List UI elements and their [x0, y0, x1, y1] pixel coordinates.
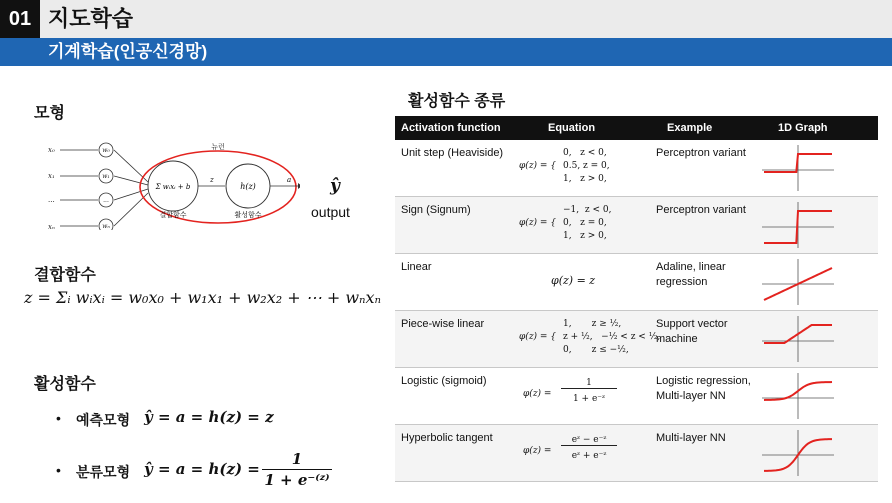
equation-cell: φ(z) = 1 1 + e⁻ᶻ: [513, 372, 645, 420]
equation-line: 0, z ≤ −½,: [563, 345, 629, 355]
section-combination: 결합함수: [34, 267, 96, 284]
activation-name: Piece-wise linear: [401, 318, 485, 330]
equation-line: −1, z < 0,: [563, 205, 612, 215]
activate-caption: 활성함수: [234, 212, 262, 219]
table-header: [395, 116, 878, 140]
output-label: output: [311, 204, 350, 220]
equation-line: 0, z < 0,: [563, 148, 607, 158]
section-activation-types: 활성함수 종류: [408, 93, 506, 110]
activation-name: Hyperbolic tangent: [401, 432, 493, 444]
equation-cell: φ(z) = { −1, z < 0, 0, z = 0, 1, z > 0,: [519, 205, 612, 241]
equation-denominator: 1 + e⁻ᶻ: [572, 394, 606, 404]
fraction-numerator: 1: [262, 450, 332, 470]
section-activation: 활성함수: [34, 376, 96, 393]
equation-line: 1, z ≥ ½,: [563, 319, 622, 329]
bullet-math-regression: ŷ = a = h(z) = z: [144, 408, 274, 426]
header-band: [0, 0, 892, 38]
equation-line: 0, z = 0,: [563, 218, 607, 228]
col-1d-graph: 1D Graph: [778, 122, 828, 134]
col-equation: Equation: [548, 122, 596, 134]
equation-denominator: eᶻ + e⁻ᶻ: [571, 451, 607, 461]
input-dots: ...: [48, 196, 55, 204]
col-activation-function: Activation function: [401, 122, 501, 134]
col-example: Example: [667, 122, 713, 134]
table-row: [395, 311, 878, 368]
table-row: [395, 140, 878, 197]
combination-formula: z = Σᵢ wᵢxᵢ = w₀x₀ + w₁x₁ + w₂x₂ + ⋯ + wₙxₙ: [24, 288, 381, 307]
combine-caption: 결합함수: [159, 212, 187, 219]
bullet-dot-1: •: [56, 410, 61, 426]
table-row: [395, 425, 878, 482]
example-text: Logistic regression, Multi-layer NN: [656, 375, 751, 402]
neuron-diagram: [40, 130, 300, 230]
equation-line: φ(z) = z: [551, 274, 596, 287]
neuron-label: 뉴런: [211, 144, 225, 151]
activation-table: [395, 116, 878, 484]
piecewise-graph: [758, 313, 838, 365]
activation-name: Linear: [401, 261, 432, 273]
table-row: [395, 254, 878, 311]
h-label: h(z): [240, 182, 256, 191]
bullet-label-regression: 예측모형: [76, 412, 131, 428]
z-label: z: [210, 176, 214, 184]
equation-line: 1, z > 0,: [563, 231, 607, 241]
input-x0: x₀: [48, 146, 55, 154]
equation-line: z + ½, −½ < z < ½,: [563, 332, 661, 342]
table-row: [395, 197, 878, 254]
equation-line: 0.5, z = 0,: [563, 161, 610, 171]
activation-name: Unit step (Heaviside): [401, 147, 504, 159]
linear-graph: [758, 256, 838, 308]
sigmoid-graph: [758, 370, 838, 422]
bullet-math-classification: ŷ = a = h(z) =: [144, 460, 260, 478]
example-text: Multi-layer NN: [656, 432, 726, 444]
activation-name: Sign (Signum): [401, 204, 471, 216]
weight-w1: w₁: [102, 173, 110, 180]
input-x1: x₁: [48, 172, 55, 180]
table-row: [395, 368, 878, 425]
weight-w0: w₀: [102, 147, 110, 154]
equation-cell: φ(z) = { 0, z < 0, 0.5, z = 0, 1, z > 0,: [519, 148, 610, 184]
input-xn: xₙ: [48, 223, 55, 230]
sign-graph: [758, 199, 838, 251]
equation-line: 1, z > 0,: [563, 174, 607, 184]
equation-numerator: eᶻ − e⁻ᶻ: [561, 435, 617, 446]
section-number: 01: [0, 0, 40, 38]
weight-dots: ...: [103, 197, 109, 204]
equation-cell: [513, 258, 645, 306]
section-model: 모형: [34, 105, 65, 122]
example-text: Adaline, linear regression: [656, 261, 726, 288]
step-graph: [758, 142, 838, 194]
equation-cell: φ(z) = eᶻ − e⁻ᶻ eᶻ + e⁻ᶻ: [513, 429, 645, 477]
equation-cell: φ(z) = { 1, z ≥ ½, z + ½, −½ < z < ½, 0, z ≤ −½,: [519, 319, 661, 355]
tanh-graph: [758, 427, 838, 479]
example-text: Perceptron variant: [656, 204, 746, 216]
a-label: a: [287, 176, 292, 184]
weight-wn: wₙ: [102, 223, 110, 230]
fraction-denominator: 1 + e⁻⁽ᶻ⁾: [264, 471, 330, 489]
example-text: Support vector machine: [656, 318, 728, 345]
example-text: Perceptron variant: [656, 147, 746, 159]
bullet-dot-2: •: [56, 462, 61, 478]
activation-name: Logistic (sigmoid): [401, 375, 487, 387]
page-title: 지도학습: [48, 6, 134, 31]
equation-numerator: 1: [561, 378, 617, 389]
bullet-label-classification: 분류모형: [76, 464, 131, 480]
page-subtitle: 기계학습(인공신경망): [48, 42, 208, 61]
yhat-symbol: ŷ: [330, 176, 340, 196]
sum-label: Σ wᵢxᵢ + b: [155, 183, 191, 191]
